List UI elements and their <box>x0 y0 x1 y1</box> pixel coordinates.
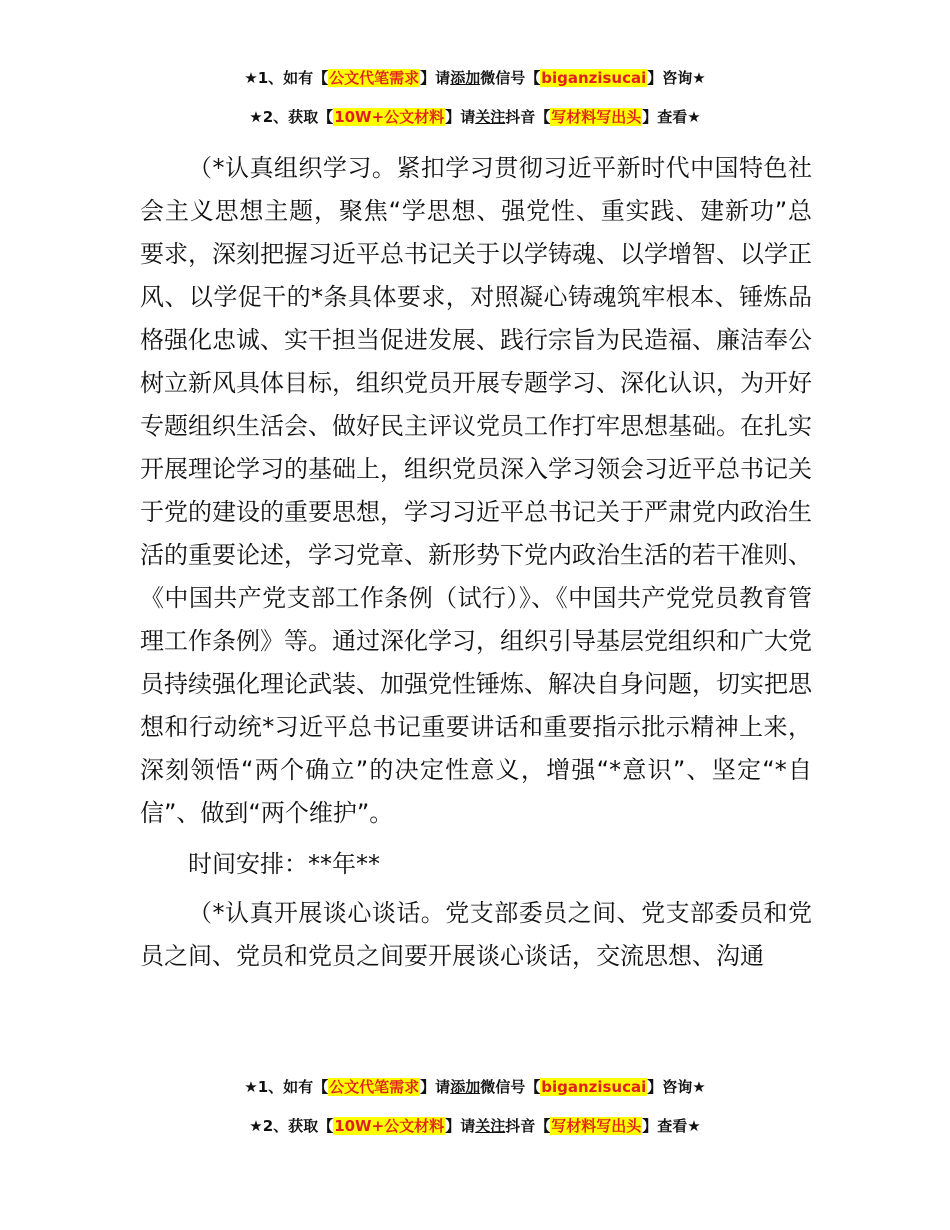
promo-underline: 关注 <box>475 108 506 126</box>
promo-highlight: 写材料写出头 <box>551 1117 642 1135</box>
header-promo-line-2 <box>0 107 950 127</box>
promo-underline: 关注 <box>475 1117 506 1135</box>
promo-text: 微信号【 <box>480 69 541 87</box>
promo-text: ★1、如有【 <box>244 69 329 87</box>
paragraph-study: （*认真组织学习。紧扣学习贯彻习近平新时代中国特色社会主义思想主题，聚焦“学思想、强党性、重实践、建新功”总要求，深刻把握习近平总书记关于以学铸魂、以学增智、以学正风、以学促干的*条具体要求，对照凝心铸魂筑牢根本、锤炼品格强化忠诚、实干担当促进发展、践行宗旨为民造福、廉洁奉公树立新风具体目标，组织党员开展专题学习、深化认识，为开好专题组织生活会、做好民主评议党员工作打牢思想基础。在扎实开展理论学习的基础上，组织党员深入学习领会习近平总书记关于党的建设的重要思想，学习习近平总书记关于严肃党内政治生活的重要论述，学习党章、新形势下党内政治生活的若干准则、《中国共产党支部工作条例（试行）》、《中国共产党党员教育管理工作条例》等。通过深化学习，组织引导基层党组织和广大党员持续强化理论武装、加强党性锤炼、解决自身问题，切实把思想和行动统*习近平总书记重要讲话和重要指示批示精神上来，深刻领悟“两个确立”的决定性意义，增强“*意识”、坚定“*自信”、做到“两个维护”。 <box>140 154 812 827</box>
promo-text: 】咨询★ <box>647 1078 706 1096</box>
paragraph-time-schedule: 时间安排：**年** <box>188 850 380 878</box>
promo-highlight: 写材料写出头 <box>551 108 642 126</box>
promo-text: 】查看★ <box>642 108 701 126</box>
promo-highlight: biganzisucai <box>541 69 647 87</box>
promo-text: 抖音【 <box>505 1117 551 1135</box>
paragraph-talks: （*认真开展谈心谈话。党支部委员之间、党支部委员和党员之间、党员和党员之间要开展谈心谈话，交流思想、沟通 <box>140 899 812 970</box>
promo-text: ★1、如有【 <box>244 1078 329 1096</box>
footer-promo-line-2 <box>0 1116 950 1136</box>
promo-underline: 添加 <box>450 69 481 87</box>
promo-highlight: 10W+公文材料 <box>334 108 445 126</box>
promo-highlight: 公文代笔需求 <box>329 69 420 87</box>
promo-text: 抖音【 <box>505 108 551 126</box>
promo-text: 】请 <box>445 108 476 126</box>
document-body <box>140 147 812 978</box>
promo-text: 】请 <box>445 1117 476 1135</box>
header-promo-line-1 <box>0 68 950 88</box>
footer-promo-line-1 <box>0 1077 950 1097</box>
promo-text: ★2、获取【 <box>249 108 334 126</box>
promo-text: 】请 <box>420 69 451 87</box>
promo-text: 】请 <box>420 1078 451 1096</box>
promo-highlight: 10W+公文材料 <box>334 1117 445 1135</box>
promo-text: ★2、获取【 <box>249 1117 334 1135</box>
promo-text: 】咨询★ <box>647 69 706 87</box>
promo-highlight: 公文代笔需求 <box>329 1078 420 1096</box>
promo-underline: 添加 <box>450 1078 481 1096</box>
promo-highlight: biganzisucai <box>541 1078 647 1096</box>
promo-text: 微信号【 <box>480 1078 541 1096</box>
promo-text: 】查看★ <box>642 1117 701 1135</box>
